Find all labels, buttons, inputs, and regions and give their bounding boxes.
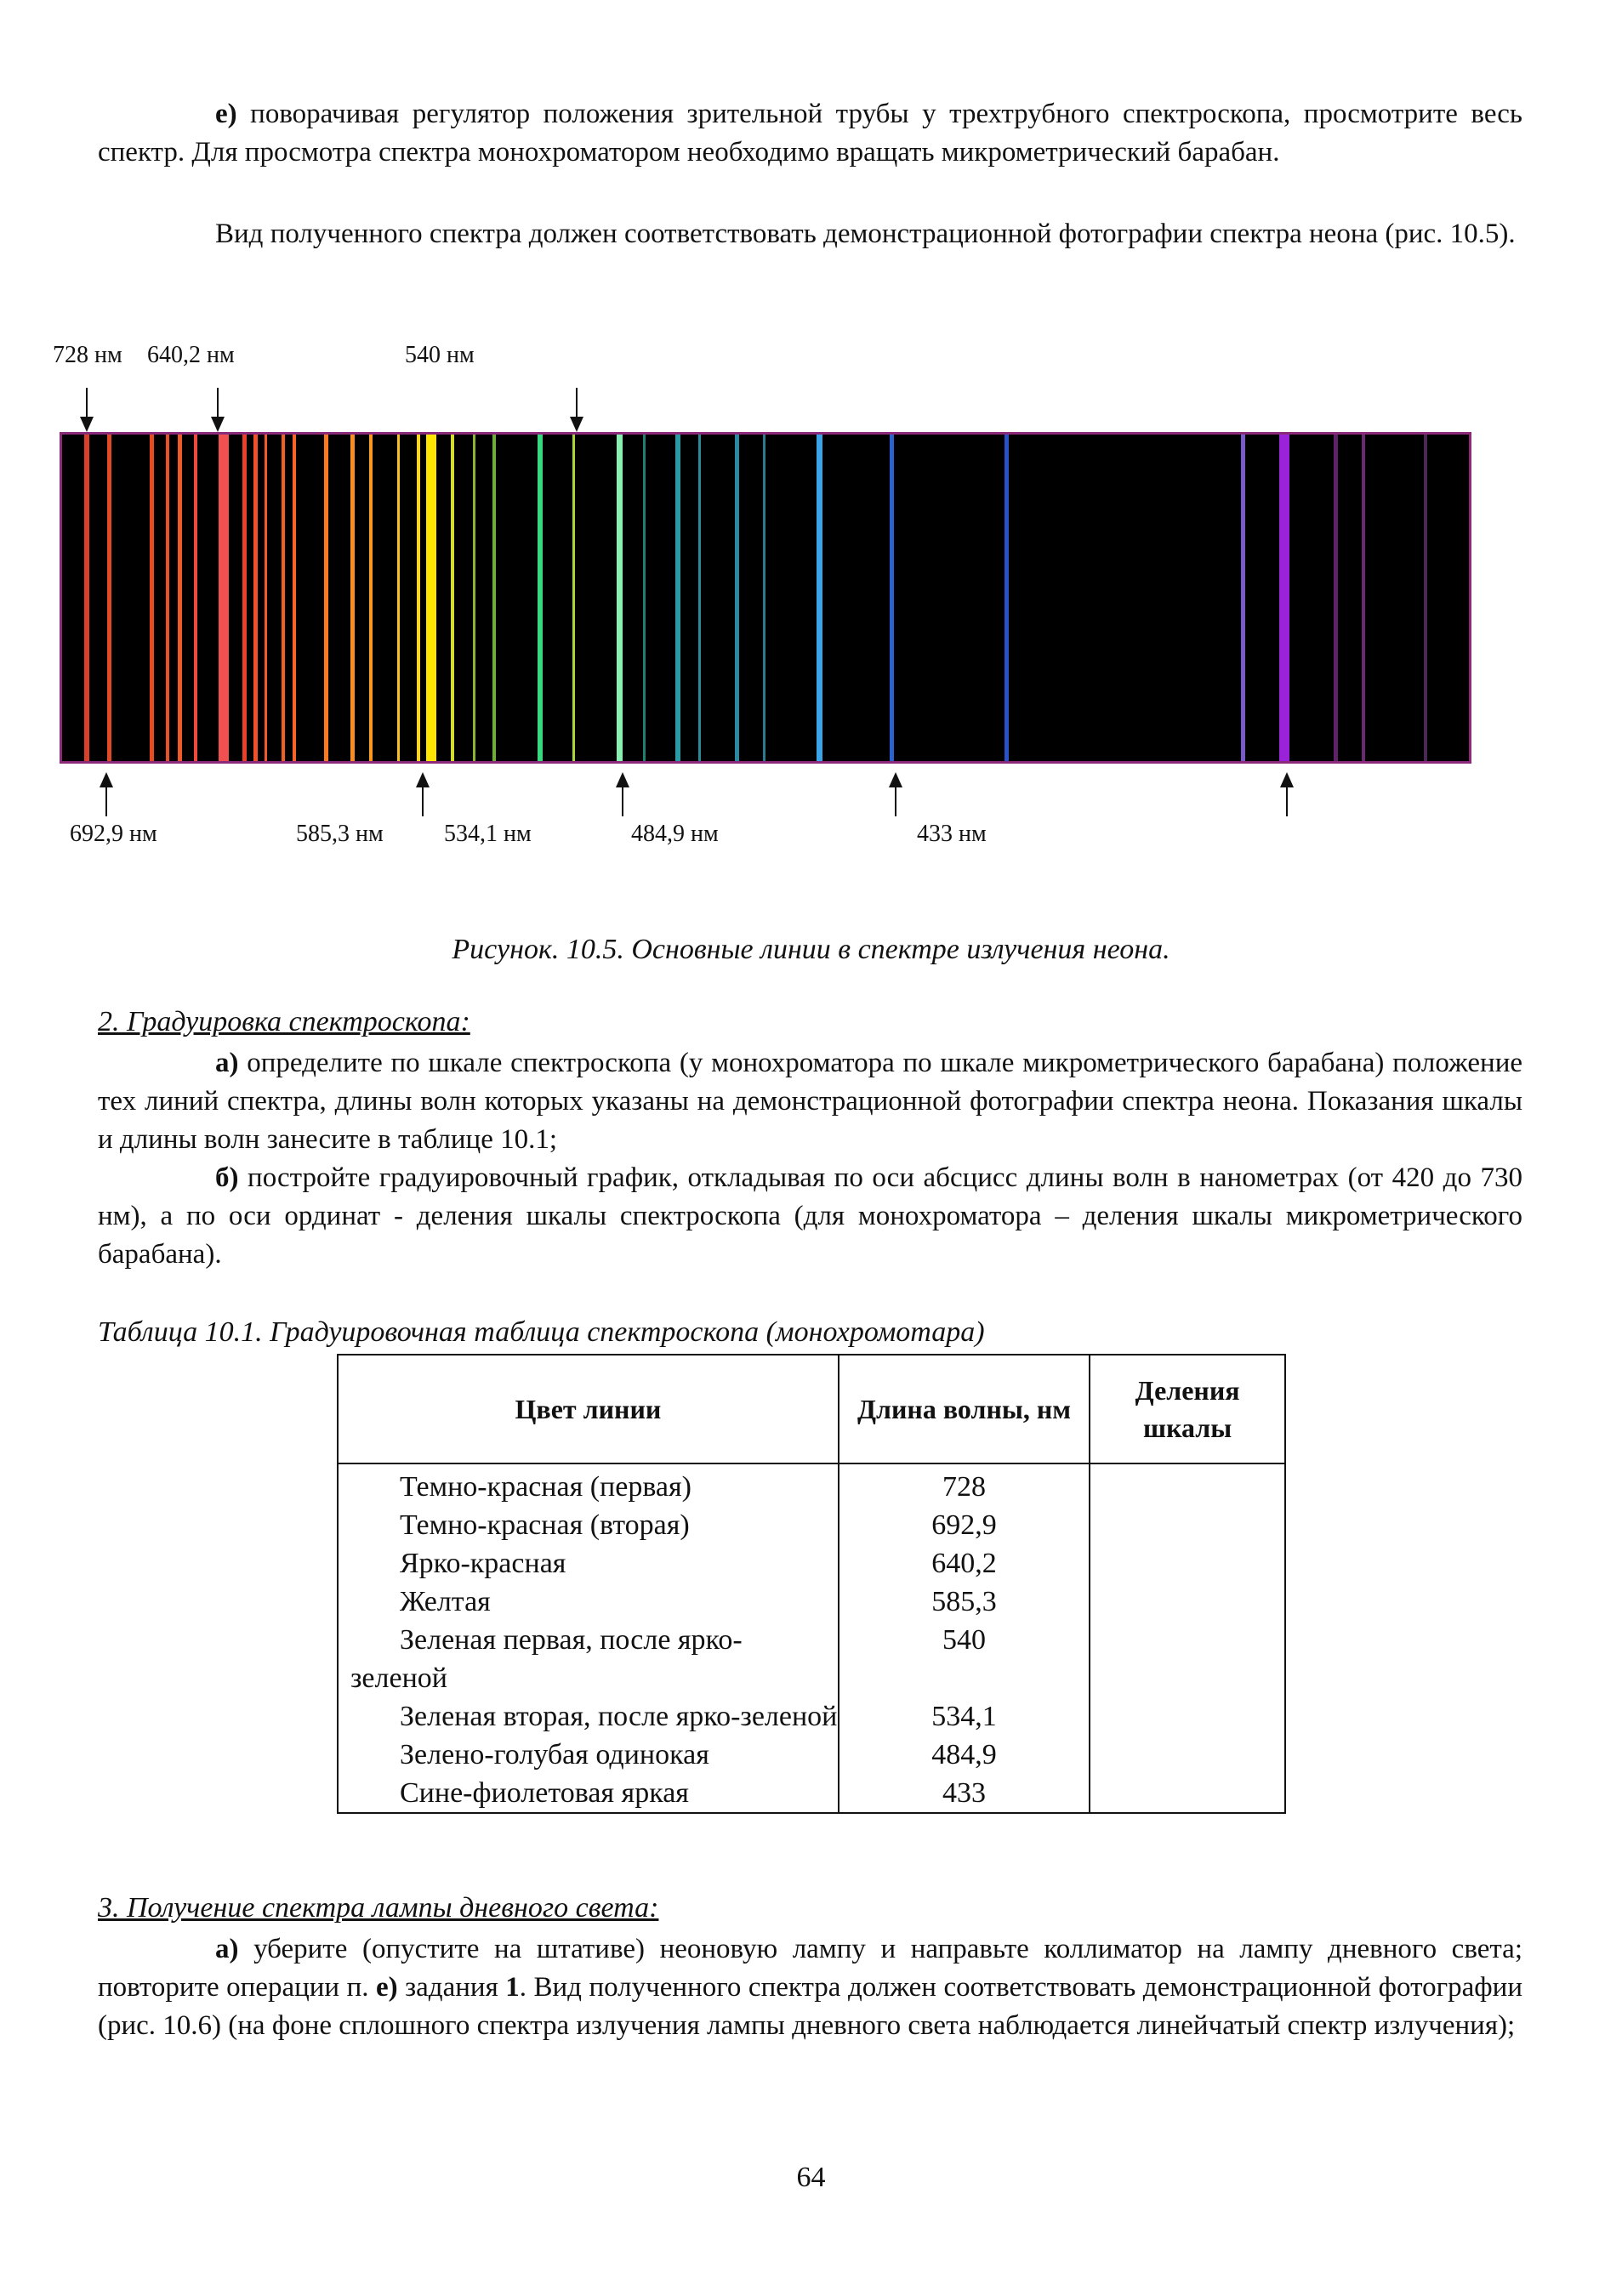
spectrum-line [166,435,169,761]
cell-color: Темно-красная (первая) [338,1463,839,1506]
spectrum-line [150,435,154,761]
section-2-item-a [98,1044,1522,1159]
spectrum-line [1279,435,1289,761]
arrow-484-9 [616,772,629,816]
spectrum-line [675,435,680,761]
paragraph-spectrum-view: Вид полученного спектра должен соответствовать демонстрационной фотографии спектра неона (рис. 10.5). [215,219,1516,249]
label-433: 433 нм [917,821,987,847]
spectrum-line [643,435,646,761]
section-2-item-b [98,1159,1522,1274]
spectrum-line [890,435,894,761]
paragraph-text: поворачивая регулятор положения зрительной трубы у трехтрубного спектроскопа, просмотрите весь спектр. Для просмотра спектра монохроматором необходимо вращать микрометрический барабан. [98,99,1522,168]
table-row [338,1544,1285,1583]
cell-color: Зелено-голубая одинокая [338,1736,839,1774]
cell-color: Сине-фиолетовая яркая [338,1774,839,1813]
arrow-692-9 [100,772,113,816]
spectrum-line [492,435,496,761]
arrow-640-2 [211,388,225,432]
spectrum-line [219,435,229,761]
header-color: Цвет линии [338,1355,839,1463]
spectrum-line [253,435,258,761]
item-ref-e: е) [375,1972,398,2003]
item-ref-task: 1 [505,1972,520,2003]
label-585-3: 585,3 нм [296,821,384,847]
cell-color: Зеленая вторая, после ярко-зеленой [338,1697,839,1736]
table-header-row [338,1355,1285,1463]
cell-scale[interactable] [1090,1463,1285,1506]
spectrum-line [735,435,739,761]
spectrum-line [1241,435,1245,761]
spectrum-line [242,435,247,761]
spectrum-line [1362,435,1365,761]
spectrum-line [817,435,822,761]
arrow-540 [570,388,583,432]
section-3-item-a [98,1930,1522,2045]
table-row [338,1463,1285,1506]
arrow-violet [1280,772,1294,816]
header-scale: Деления шкалы [1090,1355,1285,1463]
spectrum-line [84,435,89,761]
spectrum-line [1005,435,1009,761]
item-text: уберите (опустите на штативе) неоновую лампу и направьте коллиматор на лампу дневного света; повторите операции п. [98,1934,1522,2003]
cell-scale[interactable] [1090,1506,1285,1544]
neon-spectrum-image [60,432,1471,764]
label-484-9: 484,9 нм [631,821,719,847]
item-text: задания [397,1972,506,2003]
label-640-2: 640,2 нм [147,342,235,368]
spectrum-line [572,435,575,761]
cell-wavelength: 540 [839,1621,1090,1697]
label-728: 728 нм [53,342,122,368]
spectrum-line [397,435,400,761]
header-wavelength: Длина волны, нм [839,1355,1090,1463]
spectrum-line [417,435,420,761]
cell-color: Желтая [338,1583,839,1621]
arrow-728 [80,388,94,432]
item-text: . Вид полученного спектра должен соответствовать демонстрационной фотографии (рис. 10.6) (на фоне сплошного спектра излучения лампы дневного света наблюдается линейчатый спектр излучения); [98,1972,1522,2041]
spectrum-line [1424,435,1427,761]
spectrum-line [350,435,355,761]
cell-color: Ярко-красная [338,1544,839,1583]
arrow-585-3 [416,772,430,816]
table-row [338,1736,1285,1774]
item-marker: а) [215,1048,239,1078]
spectrum-line [451,435,454,761]
cell-color: Темно-красная (вторая) [338,1506,839,1544]
spectrum-line [763,435,765,761]
table-title: Таблица 10.1. Градуировочная таблица спектроскопа (монохромотара) [98,1316,985,1348]
spectrum-line [1334,435,1338,761]
spectrum-line [194,435,197,761]
cell-wavelength: 433 [839,1774,1090,1813]
cell-wavelength: 534,1 [839,1697,1090,1736]
cell-color: Зеленая первая, после ярко-зеленой [338,1621,839,1697]
spectrum-line [538,435,543,761]
cell-scale[interactable] [1090,1697,1285,1736]
calibration-table [337,1354,1286,1814]
cell-wavelength: 585,3 [839,1583,1090,1621]
paragraph-e [98,95,1522,172]
item-marker: б) [215,1162,239,1193]
cell-scale[interactable] [1090,1583,1285,1621]
section-3-heading: 3. Получение спектра лампы дневного света: [98,1892,659,1924]
spectrum-line [265,435,267,761]
spectrum-line [617,435,623,761]
table-row [338,1621,1285,1697]
spectrum-line [426,435,436,761]
spectrum-line [107,435,111,761]
cell-scale[interactable] [1090,1544,1285,1583]
item-text: постройте градуировочный график, откладывая по оси абсцисс длины волн в нанометрах (от 420 до 730 нм), а по оси ординат - деления шкалы спектроскопа (для монохроматора – деления шкалы микрометрического барабана). [98,1162,1522,1270]
figure-caption: Рисунок. 10.5. Основные линии в спектре излучения неона. [452,934,1170,965]
cell-scale[interactable] [1090,1736,1285,1774]
table-row [338,1583,1285,1621]
label-692-9: 692,9 нм [70,821,157,847]
spectrum-line [473,435,475,761]
page-number: 64 [796,2162,826,2193]
spectrum-line [282,435,285,761]
cell-scale[interactable] [1090,1774,1285,1813]
spectrum-line [293,435,296,761]
spectrum-line [178,435,182,761]
spectrum-line [698,435,701,761]
cell-wavelength: 484,9 [839,1736,1090,1774]
table-row [338,1697,1285,1736]
table-row [338,1506,1285,1544]
spectrum-line [324,435,328,761]
item-marker: а) [215,1934,239,1964]
table-row [338,1774,1285,1813]
spectrum-line [369,435,373,761]
arrow-433 [889,772,902,816]
cell-wavelength: 692,9 [839,1506,1090,1544]
cell-scale[interactable] [1090,1621,1285,1697]
section-2-heading: 2. Градуировка спектроскопа: [98,1006,470,1037]
cell-wavelength: 728 [839,1463,1090,1506]
label-540: 540 нм [405,342,475,368]
cell-wavelength: 640,2 [839,1544,1090,1583]
item-marker: е) [215,99,237,129]
item-text: определите по шкале спектроскопа (у монохроматора по шкале микрометрического барабана) положение тех линий спектра, длины волн которых указаны на демонстрационной фотографии спектра неона. Показания шкалы и длины волн занесите в таблице 10.1; [98,1048,1522,1155]
label-534-1: 534,1 нм [444,821,532,847]
